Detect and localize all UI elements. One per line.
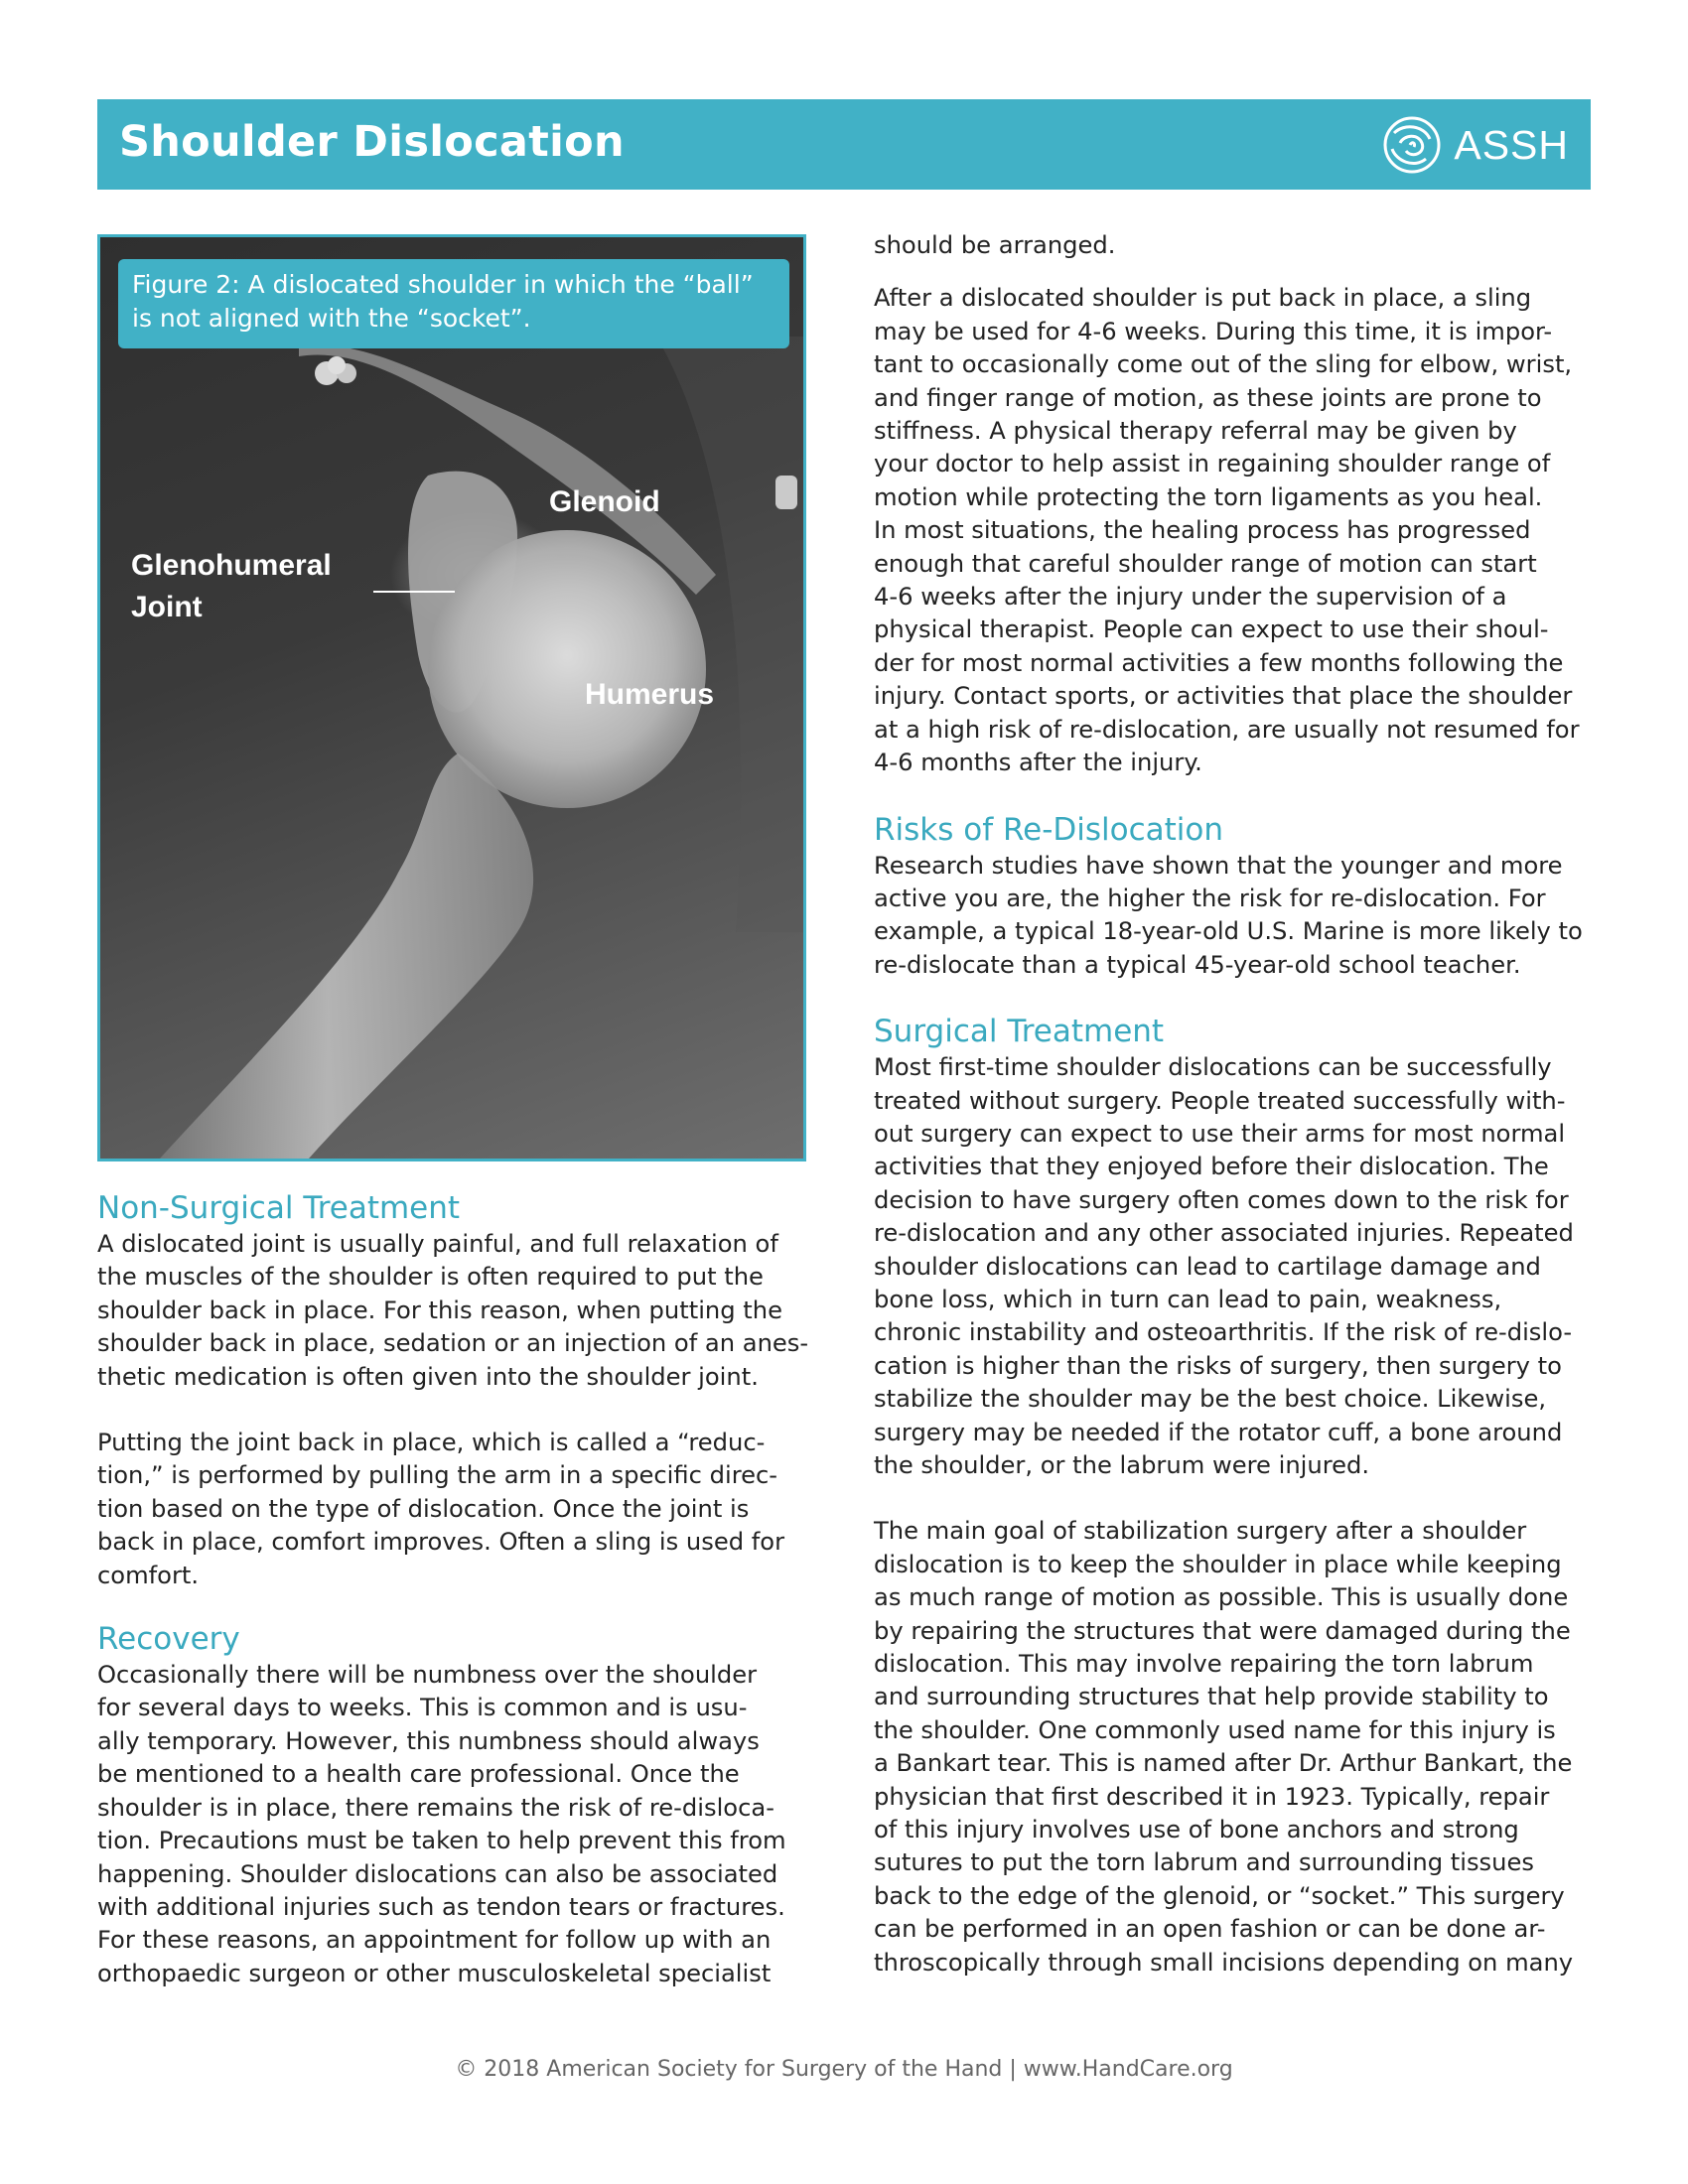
- joint-leader-line: [373, 591, 455, 593]
- logo-text: ASSH: [1454, 121, 1569, 168]
- label-glenoid: Glenoid: [549, 485, 660, 518]
- figure-caption: Figure 2: A dislocated shoulder in which the “ball” is not aligned with the “socket”.: [118, 259, 789, 348]
- header-banner: [97, 99, 1591, 190]
- assh-swirl-icon: [1380, 113, 1444, 177]
- right-column: [874, 229, 1599, 1979]
- page-title: Shoulder Dislocation: [119, 117, 625, 167]
- recovery-paragraph-1: Occasionally there will be numbness over the shoulder for several days to weeks. This is common and is usu- ally temporary. However, this numbness should always be mentioned to a health care professional. Once the shoulder is in place, there remains the risk of re-disloca- tion. Precautions must be taken to help prevent this from happening. Shoulder dislocations can also be associated with additional injuries such as tendon tears or fractures. For these reasons, an appointment for follow up with an orthopaedic surgeon or other musculoskeletal specialist: [97, 1661, 786, 1987]
- surgical-paragraph-1: Most first-time shoulder dislocations can be successfully treated without surgery. People treated successfully with- out surgery can expect to use their arms for most normal activities that they enjoyed before their dislocation. The decision to have surgery often comes down to the risk for re-dislocation and any other associated injuries. Repeated shoulder dislocations can lead to cartilage damage and bone loss, which in turn can lead to pain, weakness, chronic instability and osteoarthritis. If the risk of re-dislo- cation is higher than the risks of surgery, then surgery to stabilize the shoulder may be the best choice. Likewise, surgery may be needed if the rotator cuff, a bone around the shoulder, or the labrum were injured.: [874, 1053, 1574, 1479]
- heading-risks-of-re-dislocation: Risks of Re-Dislocation: [874, 811, 1224, 848]
- heading-surgical-treatment: Surgical Treatment: [874, 1014, 1165, 1050]
- risks-paragraph: Research studies have shown that the younger and more active you are, the higher the risk for re-dislocation. For example, a typical 18-year-old U.S. Marine is more likely to re-dislocate than a typical 45-year-old school teacher.: [874, 851, 1583, 979]
- heading-non-surgical-treatment: Non-Surgical Treatment: [97, 1190, 461, 1226]
- non-surgical-paragraph-1: A dislocated joint is usually painful, and full relaxation of the muscles of the shoulder is often required to put the shoulder back in place. For this reason, when putting the shoulder back in place, sedation or an injection of an anes- thetic medication is often given into the shoulder joint.: [97, 1230, 809, 1391]
- surgical-paragraph-2: The main goal of stabilization surgery after a shoulder dislocation is to keep the shoulder in place while keeping as much range of motion as possible. This is usually done by repairing the structures that were damaged during the dislocation. This may involve repairing the torn labrum and surrounding structures that help provide stability to the shoulder. One commonly used name for this injury is a Bankart tear. This is named after Dr. Arthur Bankart, the physician that first described it in 1923. Typically, repair of this injury involves use of bone anchors and strong sutures to put the torn labrum and surrounding tissues back to the edge of the glenoid, or “socket.” This surgery can be performed in an open fashion or can be done ar- throscopically through small incisions depending on many: [874, 1517, 1574, 1977]
- footer-copyright: © 2018 American Society for Surgery of the Hand | www.HandCare.org: [455, 2057, 1233, 2082]
- heading-recovery: Recovery: [97, 1621, 240, 1658]
- assh-logo: [1380, 111, 1569, 179]
- label-glenohumeral-joint: Glenohumeral Joint: [131, 549, 332, 623]
- xray-figure: [97, 234, 806, 1161]
- recovery-continued-line: should be arranged.: [874, 231, 1116, 259]
- non-surgical-paragraph-2: Putting the joint back in place, which is called a “reduc- tion,” is performed by pulling the arm in a specific direc- tion based on the type of dislocation. Once the joint is back in place, comfort improves. Often a sling is used for comfort.: [97, 1429, 785, 1589]
- recovery-paragraph-2: After a dislocated shoulder is put back in place, a sling may be used for 4-6 weeks. During this time, it is impor- tant to occasionally come out of the sling for elbow, wrist, and finger range of motion, as these joints are prone to stiffness. A physical therapy referral may be given by your doctor to help assist in regaining shoulder range of motion while protecting the torn ligaments as you heal. In most situations, the healing process has progressed enough that careful shoulder range of motion can start 4-6 weeks after the injury under the supervision of a physical therapist. People can expect to use their shoul- der for most normal activities a few months following the injury. Contact sports, or activities that place the shoulder at a high risk of re-dislocation, are usually not resumed for 4-6 months after the injury.: [874, 284, 1580, 777]
- label-humerus: Humerus: [585, 678, 715, 711]
- left-column: [97, 1188, 812, 1990]
